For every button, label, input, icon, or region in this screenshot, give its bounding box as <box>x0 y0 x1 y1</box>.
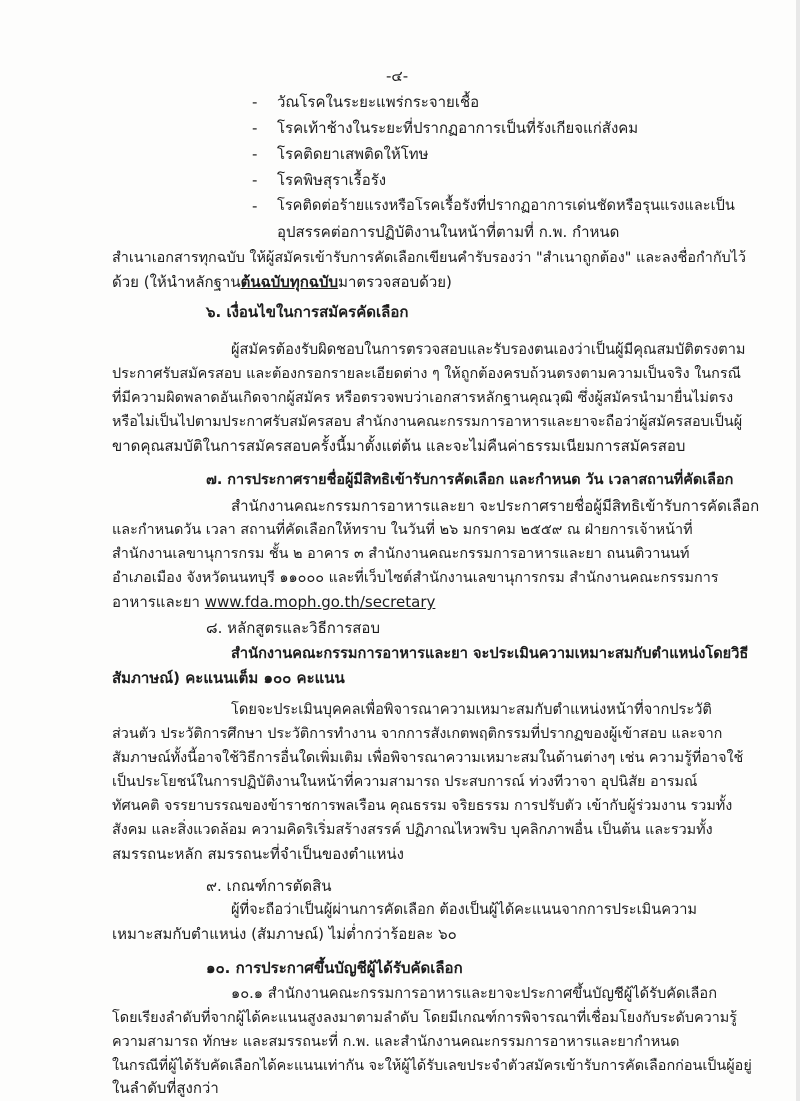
paragraph-line: อำเภอเมือง จังหวัดนนทบุรี ๑๑๐๐๐ และที่เว็บไซต์สำนักงานเลขานุการกรม สำนักงานคณะกรรมการ <box>112 570 719 586</box>
bullet-continuation: อุปสรรคต่อการปฏิบัติงานในหน้าที่ตามที่ ก.พ. กำหนด <box>277 223 620 241</box>
paragraph-line: ในลำดับที่สูงกว่า <box>112 1079 219 1097</box>
bullet-dash: - <box>252 171 258 189</box>
paragraph-line: ทัศนคติ จรรยาบรรณของข้าราชการพลเรือน คุณธรรม จริยธรรม การปรับตัว เข้ากับผู้ร่วมงาน รวมทั้ง <box>112 798 733 814</box>
paragraph-line: อาหารและยา www.fda.moph.go.th/secretary <box>112 593 436 611</box>
paragraph-line: สมรรถนะหลัก สมรรถนะที่จำเป็นของตำแหน่ง <box>112 845 404 863</box>
bullet-dash: - <box>252 197 258 215</box>
paragraph-line: หรือไม่เป็นไปตามประกาศรับสมัครสอบ สำนักงานคณะกรรมการอาหารและยาจะถือว่าผู้สมัครสอบเป็นผู้ <box>112 414 743 430</box>
paragraph-line: สังคม และสิ่งแวดล้อม ความคิดริเริ่มสร้างสรรค์ ปฏิภาณไหวพริบ บุคลิกภาพอื่น เป็นต้น และรวมทั้ง <box>112 822 713 838</box>
section-9-heading: ๙. เกณฑ์การตัดสิน <box>206 877 332 895</box>
paragraph-line: โดยเรียงลำดับที่จากผู้ได้คะแนนสูงลงมาตามลำดับ โดยมีเกณฑ์การพิจารณาที่เชื่อมโยงกับระดับความรู้ <box>112 1010 737 1026</box>
section-10-heading: ๑๐. การประกาศขึ้นบัญชีผู้ได้รับคัดเลือก <box>206 959 463 977</box>
paragraph-line: สำนักงานเลขานุการกรม ชั้น ๒ อาคาร ๓ สำนักงานคณะกรรมการอาหารและยา ถนนติวานนท์ <box>112 546 690 562</box>
bullet-item: โรคติดยาเสพติดให้โทษ <box>277 145 429 163</box>
bullet-dash: - <box>252 93 258 111</box>
paragraph-line: ที่มีความผิดพลาดอันเกิดจากผู้สมัคร หรือตรวจพบว่าเอกสารหลักฐานคุณวุฒิ ซึ่งผู้สมัครนำมายื่นไม่ตรง <box>112 390 734 406</box>
paragraph-line: สัมภาษณ์ทั้งนี้อาจใช้วิธีการอื่นใดเพิ่มเติม เพื่อพิจารณาความเหมาะสมในด้านต่างๆ เช่น ความรู้ที่อาจใช้ <box>112 750 744 766</box>
scan-edge <box>796 0 800 1101</box>
bold-line: สำนักงานคณะกรรมการอาหารและยา จะประเมินความเหมาะสมกับตำแหน่งโดยวิธี <box>231 645 749 662</box>
paragraph-line: ส่วนตัว ประวัติการศึกษา ประวัติการทำงาน จากการสังเกตพฤติกรรมที่ปรากฏของผู้เข้าสอบ และจาก <box>112 726 723 742</box>
paragraph-line: เหมาะสมกับตำแหน่ง (สัมภาษณ์) ไม่ต่ำกว่าร้อยละ ๖๐ <box>112 925 457 943</box>
bold-line: สัมภาษณ์) คะแนนเต็ม ๑๐๐ คะแนน <box>112 669 345 687</box>
section-6-heading: ๖. เงื่อนไขในการสมัครคัดเลือก <box>206 303 409 321</box>
page-number: -๔- <box>386 67 409 85</box>
bullet-dash: - <box>252 145 258 163</box>
original-docs-emphasis: ต้นฉบับทุกฉบับ <box>240 273 339 291</box>
paragraph-line: สำนักงานคณะกรรมการอาหารและยา จะประกาศรายชื่อผู้มีสิทธิเข้ารับการคัดเลือก <box>231 497 760 515</box>
paragraph-line: และกำหนดวัน เวลา สถานที่คัดเลือกให้ทราบ ในวันที่ ๒๖ มกราคม ๒๕๕๙ ณ ฝ่ายการเจ้าหน้าที่ <box>112 522 693 538</box>
paragraph-line: ประกาศรับสมัครสอบ และต้องกรอกรายละเอียดต่าง ๆ ให้ถูกต้องครบถ้วนตรงตามความเป็นจริง ในกรณี <box>112 366 741 382</box>
secretary-website-link[interactable]: www.fda.moph.go.th/secretary <box>204 593 436 611</box>
paragraph-line: ขาดคุณสมบัติในการสมัครสอบครั้งนี้มาตั้งแต่ต้น และจะไม่คืนค่าธรรมเนียมการสมัครสอบ <box>112 437 686 455</box>
paragraph-line: โดยจะประเมินบุคคลเพื่อพิจารณาความเหมาะสมกับตำแหน่งหน้าที่จากประวัติ <box>231 701 712 718</box>
paragraph-line: ผู้สมัครต้องรับผิดชอบในการตรวจสอบและรับรองตนเองว่าเป็นผู้มีคุณสมบัติตรงตาม <box>231 341 746 358</box>
section-7-heading: ๗. การประกาศรายชื่อผู้มีสิทธิเข้ารับการคัดเลือก และกำหนด วัน เวลาสถานที่คัดเลือก <box>206 472 734 488</box>
bullet-dash: - <box>252 119 258 137</box>
bullet-item: โรคพิษสุราเรื้อรัง <box>277 171 387 189</box>
paragraph-line: ผู้ที่จะถือว่าเป็นผู้ผ่านการคัดเลือก ต้องเป็นผู้ได้คะแนนจากการประเมินความ <box>231 901 698 918</box>
copy-certify-line: ด้วย (ให้นำหลักฐานต้นฉบับทุกฉบับมาตรวจสอบด้วย) <box>112 273 452 291</box>
paragraph-line: เป็นประโยชน์ในการปฏิบัติงานในหน้าที่ความสามารถ ประสบการณ์ ท่วงทีวาจา อุปนิสัย อารมณ์ <box>112 774 698 790</box>
section-8-heading: ๘. หลักสูตรและวิธีการสอบ <box>206 619 380 637</box>
bullet-item: วัณโรคในระยะแพร่กระจายเชื้อ <box>277 93 480 111</box>
bullet-item: โรคเท้าช้างในระยะที่ปรากฏอาการเป็นที่รังเกียจแก่สังคม <box>277 119 639 137</box>
paragraph-line: ในกรณีที่ผู้ได้รับคัดเลือกได้คะแนนเท่ากัน จะให้ผู้ได้รับเลขประจำตัวสมัครเข้ารับการคัดเลือกก่อนเป็นผู้อยู่ <box>112 1058 752 1074</box>
paragraph-line: ความสามารถ ทักษะ และสมรรถนะที่ ก.พ. และสำนักงานคณะกรรมการอาหารและยากำหนด <box>112 1034 680 1050</box>
bullet-item: โรคติดต่อร้ายแรงหรือโรคเรื้อรังที่ปรากฏอาการเด่นชัดหรือรุนแรงและเป็น <box>277 197 735 214</box>
paragraph-line: ๑๐.๑ สำนักงานคณะกรรมการอาหารและยาจะประกาศขึ้นบัญชีผู้ได้รับคัดเลือก <box>231 985 718 1002</box>
copy-certify-line: สำเนาเอกสารทุกฉบับ ให้ผู้สมัครเข้ารับการคัดเลือกเขียนคำรับรองว่า "สำเนาถูกต้อง" และลงชื่อกำกับไว้ <box>112 250 746 266</box>
